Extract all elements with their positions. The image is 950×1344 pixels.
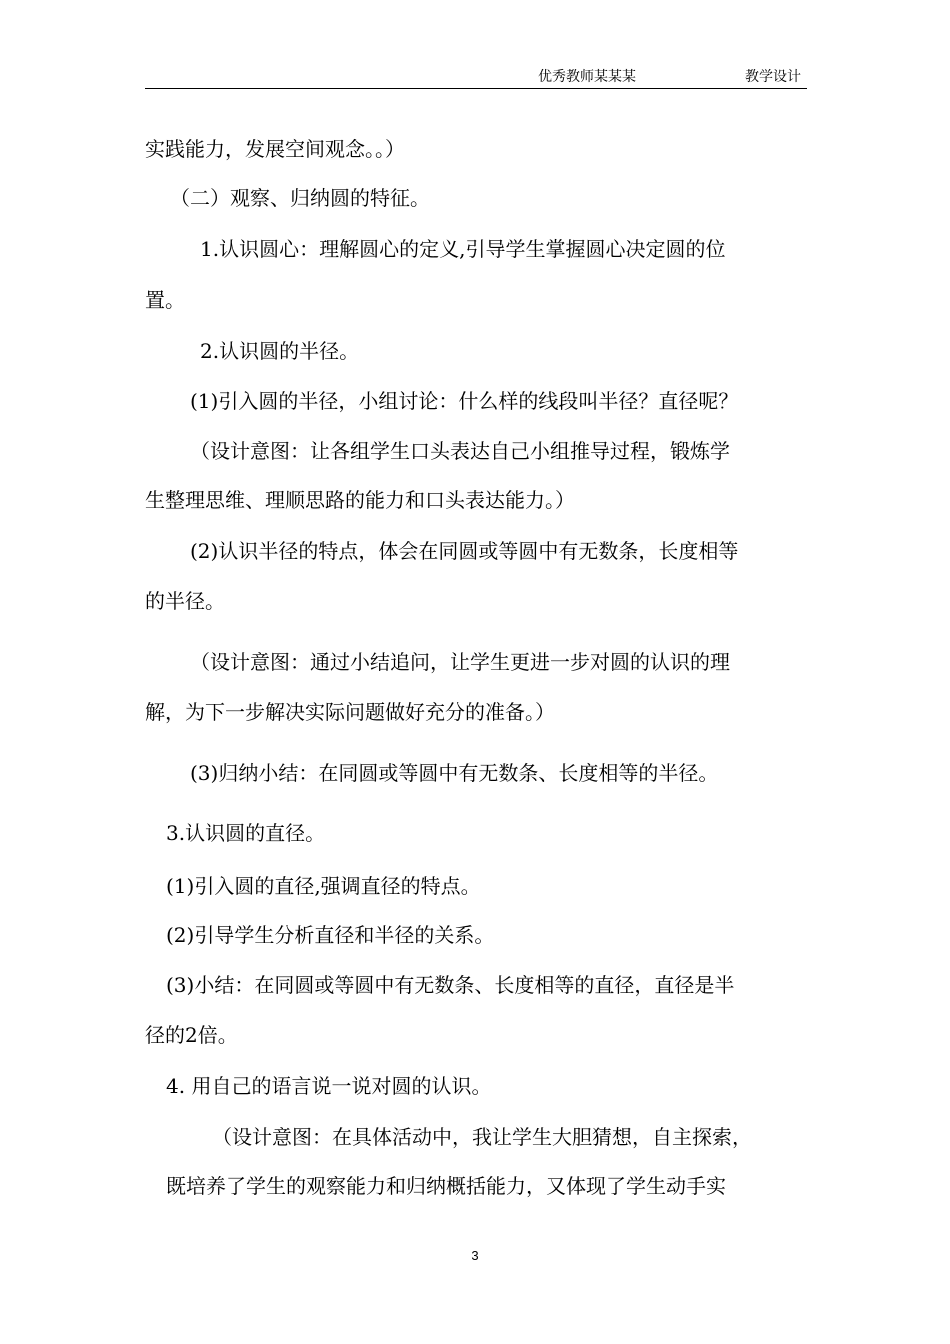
paragraph-line: 径的2倍。: [145, 1023, 238, 1047]
page-header: [145, 64, 807, 89]
paragraph-line: 实践能力，发展空间观念。。）: [145, 137, 405, 161]
design-intent-line: （设计意图：在具体活动中，我让学生大胆猜想，自主探索，: [212, 1125, 752, 1149]
design-intent-line: （设计意图：通过小结追问，让学生更进一步对圆的认识的理: [190, 650, 730, 674]
paragraph-line: (2)引导学生分析直径和半径的关系。: [166, 923, 495, 947]
subsection-heading: 2.认识圆的半径。: [200, 339, 360, 363]
subsection-heading: 4. 用自己的语言说一说对圆的认识。: [166, 1074, 492, 1098]
paragraph-line: (3)小结：在同圆或等圆中有无数条、长度相等的直径，直径是半: [166, 973, 735, 997]
section-heading: （二）观察、归纳圆的特征。: [170, 186, 430, 210]
header-doc-title: 教学设计: [745, 69, 801, 85]
design-intent-line: 生整理思维、理顺思路的能力和口头表达能力。）: [145, 488, 575, 512]
paragraph-line: 的半径。: [145, 589, 225, 613]
design-intent-line: （设计意图：让各组学生口头表达自己小组推导过程，锻炼学: [190, 439, 730, 463]
paragraph-line: (1)引入圆的直径,强调直径的特点。: [166, 874, 481, 898]
paragraph-line: (2)认识半径的特点，体会在同圆或等圆中有无数条，长度相等: [190, 539, 739, 563]
subsection-heading: 3.认识圆的直径。: [166, 821, 326, 845]
paragraph-line: (1)引入圆的半径，小组讨论：什么样的线段叫半径？直径呢？: [190, 389, 739, 413]
design-intent-line: 解，为下一步解决实际问题做好充分的准备。）: [145, 700, 555, 724]
paragraph-line: (3)归纳小结：在同圆或等圆中有无数条、长度相等的半径。: [190, 761, 719, 785]
page-number: 3: [471, 1248, 479, 1263]
paragraph-line: 1.认识圆心：理解圆心的定义,引导学生掌握圆心决定圆的位: [200, 237, 726, 261]
paragraph-line: 置。: [145, 288, 185, 312]
design-intent-line: 既培养了学生的观察能力和归纳概括能力，又体现了学生动手实: [166, 1174, 726, 1198]
header-author: 优秀教师某某某: [538, 69, 636, 85]
